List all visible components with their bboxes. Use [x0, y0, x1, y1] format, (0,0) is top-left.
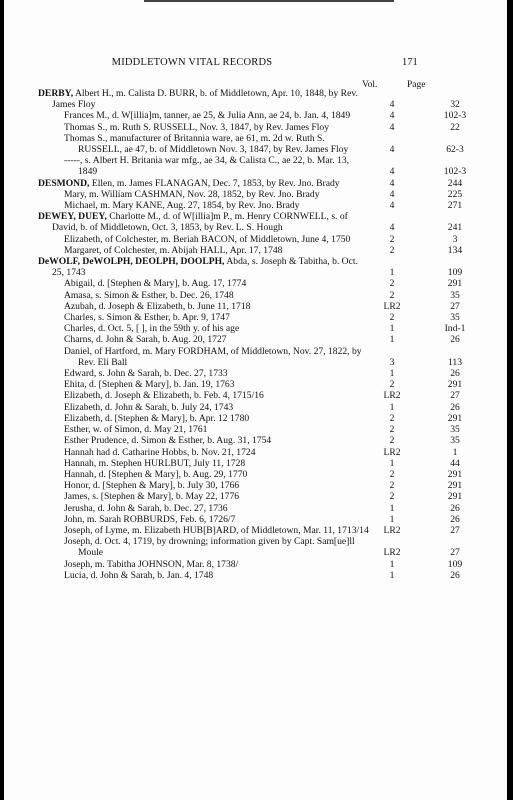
- record-entry: [38, 155, 478, 177]
- volume-cell: 2: [389, 233, 395, 245]
- record-entry: [38, 570, 478, 581]
- record-entry: [38, 424, 478, 435]
- page-cell: 225: [447, 188, 463, 200]
- volume-cell: LR2: [383, 547, 401, 559]
- page-cell: 26: [450, 569, 460, 581]
- page-cell: 102-3: [443, 166, 467, 178]
- page-cell: 35: [450, 435, 460, 447]
- entry-detail: Esther Prudence, d. Simon & Esther, b. Aug. 31, 1754: [64, 435, 272, 447]
- volume-cell: 2: [389, 379, 395, 391]
- record-list: [38, 88, 478, 581]
- volume-cell: 4: [389, 166, 395, 178]
- volume-cell: 4: [389, 110, 395, 122]
- entry-detail: Hannah had d. Catharine Hobbs, b. Nov. 21, 1724: [64, 446, 256, 458]
- surname-heading: DEWEY, DUEY,: [38, 211, 107, 223]
- entry-detail: Abigail, d. [Stephen & Mary], b. Aug. 17, 1774: [64, 278, 247, 290]
- vol-column-header: Vol.: [362, 80, 378, 90]
- record-entry: [38, 133, 478, 155]
- record-entry: [38, 503, 478, 514]
- entry-text: [64, 525, 370, 536]
- entry-text: [64, 424, 370, 435]
- entry-text: [64, 155, 370, 177]
- entry-text: [64, 559, 370, 570]
- page-cell: 1: [452, 446, 458, 458]
- page-cell: 244: [447, 177, 463, 189]
- volume-cell: LR2: [383, 524, 401, 536]
- record-entry: [38, 491, 478, 502]
- record-entry: [38, 413, 478, 424]
- record-entry: [38, 469, 478, 480]
- entry-detail: Lucia, d. John & Sarah, b. Jan. 4, 1748: [64, 569, 214, 581]
- record-entry: [38, 379, 478, 390]
- page-cell: 291: [447, 468, 463, 480]
- entry-detail: Daniel, of Hartford, m. Mary FORDHAM, of Middletown, Nov. 27, 1822, by Rev. Eli Ball: [64, 345, 362, 368]
- volume-cell: 1: [389, 323, 395, 335]
- scan-edge-line: [144, 0, 394, 2]
- surname-entry: [38, 256, 478, 278]
- entry-detail: Frances M., d. W[illia]m, tanner, ae 25, & Julia Ann, ae 24, b. Jan. 4, 1849: [64, 110, 351, 122]
- entry-detail: Esther, w. of Simon, d. May 21, 1761: [64, 424, 208, 436]
- surname-entry: [38, 178, 478, 189]
- entry-detail: Ellen, m. James FLANAGAN, Dec. 7, 1853, by Rev. Jno. Brady: [89, 177, 340, 189]
- entry-detail: Charns, d. John & Sarah, b. Aug. 20, 1727: [64, 334, 227, 346]
- volume-cell: 4: [389, 200, 395, 212]
- page-cell: 27: [450, 300, 460, 312]
- page-cell: 26: [450, 334, 460, 346]
- volume-cell: LR2: [383, 300, 401, 312]
- page-cell: 241: [447, 222, 463, 234]
- record-entry: [38, 189, 478, 200]
- record-entry: [38, 559, 478, 570]
- volume-cell: 4: [389, 188, 395, 200]
- entry-detail: Amasa, s. Simon & Esther, b. Dec. 26, 1748: [64, 289, 234, 301]
- entry-detail: Ehita, d. [Stephen & Mary], b. Jan. 19, 1763: [64, 379, 235, 391]
- page-title: MIDDLETOWN VITAL RECORDS: [111, 57, 273, 68]
- page-cell: 26: [450, 502, 460, 514]
- entry-text: [64, 413, 370, 424]
- record-entry: [38, 234, 478, 245]
- entry-text: [64, 245, 370, 256]
- volume-cell: 4: [389, 99, 395, 111]
- entry-detail: Michael, m. Mary KANE, Aug. 27, 1854, by Rev. Jno. Brady: [64, 200, 300, 212]
- entry-detail: Margaret, of Colchester, m. Abijah HALL, Apr. 17, 1748: [64, 244, 283, 256]
- entry-detail: Joseph, of Lyme, m. Elizabeth HUB[B]ARD, of Middletown, Mar. 11, 1713/14: [64, 524, 369, 536]
- record-entry: [38, 245, 478, 256]
- volume-cell: 2: [389, 435, 395, 447]
- entry-text: [64, 390, 370, 401]
- page-cell: 26: [450, 401, 460, 413]
- entry-detail: Jerusha, d. John & Sarah, b. Dec. 27, 1736: [64, 502, 228, 514]
- entry-detail: Hannah, m. Stephen HURLBUT, July 11, 1728: [64, 457, 246, 469]
- volume-cell: 1: [389, 558, 395, 570]
- record-entry: [38, 200, 478, 211]
- volume-cell: 4: [389, 144, 395, 156]
- surname-entry: [38, 211, 478, 233]
- volume-cell: LR2: [383, 446, 401, 458]
- page-cell: 26: [450, 513, 460, 525]
- page-cell: 44: [450, 457, 460, 469]
- entry-text: [64, 301, 370, 312]
- record-entry: [38, 301, 478, 312]
- volume-cell: 1: [389, 334, 395, 346]
- entry-detail: Thomas S., m. Ruth S. RUSSELL, Nov. 3, 1847, by Rev. James Floy: [64, 121, 329, 133]
- surname-entry: [38, 88, 478, 110]
- entry-text: [64, 346, 370, 368]
- entry-detail: Elizabeth, d. Joseph & Elizabeth, b. Feb. 4, 1715/16: [64, 390, 264, 402]
- entry-text: [64, 278, 370, 289]
- page-cell: 291: [447, 480, 463, 492]
- record-entry: [38, 514, 478, 525]
- entry-detail: Albert H., m. Calista D. BURR, b. of Middletown, Apr. 10, 1848, by Rev. James Floy: [52, 88, 358, 111]
- entry-detail: Edward, s. John & Sarah, b. Dec. 27, 1733: [64, 368, 228, 380]
- entry-text: [38, 178, 370, 189]
- volume-cell: 2: [389, 278, 395, 290]
- entry-text: [64, 491, 370, 502]
- record-entry: [38, 525, 478, 536]
- entry-detail: Charles, s. Simon & Esther, b. Apr. 9, 1747: [64, 312, 230, 324]
- document-page: [4, 0, 507, 800]
- record-entry: [38, 435, 478, 446]
- volume-cell: 2: [389, 491, 395, 503]
- entry-text: [38, 256, 370, 278]
- volume-cell: 2: [389, 244, 395, 256]
- volume-cell: 2: [389, 468, 395, 480]
- entry-text: [64, 480, 370, 491]
- entry-detail: Mary, m. William CASHMAN, Nov. 28, 1852, by Rev. Jno. Brady: [64, 188, 320, 200]
- entry-text: [64, 133, 370, 155]
- page-cell: 113: [447, 356, 463, 368]
- page-cell: 291: [447, 278, 463, 290]
- entry-detail: Abda, s. Joseph & Tabitha, b. Oct. 25, 1743: [52, 256, 358, 279]
- entry-text: [64, 200, 370, 211]
- page-cell: 134: [447, 244, 463, 256]
- page-cell: 291: [447, 379, 463, 391]
- surname-heading: DERBY,: [38, 88, 74, 99]
- volume-cell: LR2: [383, 390, 401, 402]
- volume-cell: 4: [389, 177, 395, 189]
- page-cell: 32: [450, 99, 460, 111]
- record-entry: [38, 402, 478, 413]
- volume-cell: 1: [389, 457, 395, 469]
- page-cell: 26: [450, 368, 460, 380]
- page-number: 171: [402, 57, 418, 68]
- volume-cell: 2: [389, 312, 395, 324]
- entry-text: [64, 334, 370, 345]
- entry-text: [64, 122, 370, 133]
- entry-detail: -----, s. Albert H. Britania war mfg., ae 34, & Calista C., ae 22, b. Mar. 13, 1849: [64, 155, 350, 178]
- entry-detail: Hannah, d. [Stephen & Mary], b. Aug. 29, 1770: [64, 468, 248, 480]
- volume-cell: 4: [389, 121, 395, 133]
- page-cell: 27: [450, 390, 460, 402]
- surname-heading: DeWOLF, DeWOLPH, DEOLPH, DOOLPH,: [38, 256, 225, 268]
- entry-detail: Elizabeth, d. John & Sarah, b. July 24, 1743: [64, 401, 234, 413]
- volume-cell: 1: [389, 569, 395, 581]
- page-cell: 291: [447, 491, 463, 503]
- page-cell: 109: [447, 558, 463, 570]
- entry-text: [64, 469, 370, 480]
- entry-text: [64, 402, 370, 413]
- entry-text: [64, 435, 370, 446]
- page-cell: 102-3: [443, 110, 467, 122]
- entry-text: [38, 88, 370, 110]
- entry-detail: Honor, d. [Stephen & Mary], b. July 30, 1766: [64, 480, 240, 492]
- page-cell: 291: [447, 412, 463, 424]
- volume-cell: 3: [389, 356, 395, 368]
- entry-detail: Joseph, m. Tabitha JOHNSON, Mar. 8, 1738/: [64, 558, 239, 570]
- page-cell: 27: [450, 547, 460, 559]
- entry-text: [64, 110, 370, 121]
- record-entry: [38, 458, 478, 469]
- page-cell: 109: [447, 267, 463, 279]
- volume-cell: 1: [389, 267, 395, 279]
- volume-cell: 1: [389, 401, 395, 413]
- entry-text: [64, 290, 370, 301]
- page-cell: 3: [452, 233, 458, 245]
- page-cell: 35: [450, 289, 460, 301]
- entry-text: [64, 536, 370, 558]
- page-cell: 35: [450, 424, 460, 436]
- volume-cell: 1: [389, 368, 395, 380]
- entry-text: [64, 458, 370, 469]
- entry-detail: Charles, d. Oct. 5, [ ], in the 59th y. of his age: [64, 323, 240, 335]
- entry-text: [64, 323, 370, 334]
- record-entry: [38, 536, 478, 558]
- entry-text: [64, 189, 370, 200]
- volume-cell: 1: [389, 513, 395, 525]
- page-cell: 22: [450, 121, 460, 133]
- record-entry: [38, 480, 478, 491]
- record-entry: [38, 334, 478, 345]
- volume-cell: 2: [389, 424, 395, 436]
- page-cell: 62-3: [446, 144, 464, 156]
- record-entry: [38, 323, 478, 334]
- record-entry: [38, 110, 478, 121]
- record-entry: [38, 290, 478, 301]
- page-cell: 27: [450, 524, 460, 536]
- entry-detail: Joseph, d. Oct. 4, 1719, by drowning; information given by Capt. Sam[ue]ll Moule: [64, 536, 355, 559]
- surname-heading: DESMOND,: [38, 177, 90, 189]
- record-entry: [38, 390, 478, 401]
- volume-cell: 1: [389, 502, 395, 514]
- entry-detail: James, s. [Stephen & Mary], b. May 22, 1776: [64, 491, 240, 503]
- record-entry: [38, 346, 478, 368]
- entry-text: [64, 514, 370, 525]
- entry-detail: Elizabeth, of Colchester, m. Beriah BACON, of Middletown, June 4, 1750: [64, 233, 351, 245]
- entry-text: [64, 570, 370, 581]
- entry-text: [64, 379, 370, 390]
- record-entry: [38, 447, 478, 458]
- entry-detail: Azubah, d. Joseph & Elizabeth, b. June 11, 1718: [64, 300, 251, 312]
- entry-detail: John, m. Sarah ROBBURDS, Feb. 6, 1726/7: [64, 513, 236, 525]
- record-entry: [38, 122, 478, 133]
- record-entry: [38, 368, 478, 379]
- record-entry: [38, 278, 478, 289]
- page-cell: 35: [450, 312, 460, 324]
- record-entry: [38, 312, 478, 323]
- volume-cell: 2: [389, 480, 395, 492]
- volume-cell: 2: [389, 412, 395, 424]
- entry-detail: Charlotte M., d. of W[illia]m P., m. Henry CORNWELL, s. of David, b. of Middletown, Oct. 3, 1853, by Rev. L. S. Hough: [52, 211, 348, 234]
- volume-cell: 4: [389, 222, 395, 234]
- entry-detail: Elizabeth, d. [Stephen & Mary], b. Apr. 12 1780: [64, 412, 250, 424]
- page-column-header: Page: [407, 80, 426, 90]
- entry-text: [64, 312, 370, 323]
- entry-text: [38, 211, 370, 233]
- page-cell: 271: [447, 200, 463, 212]
- entry-text: [64, 234, 370, 245]
- entry-text: [64, 447, 370, 458]
- entry-detail: Thomas S., manufacturer of Britannia ware, ae 61, m. 2d w. Ruth S. RUSSELL, ae 47, b. of Middletown Nov. 3, 1847, by Rev. James Floy: [64, 132, 349, 156]
- entry-text: [64, 503, 370, 514]
- volume-cell: 2: [389, 289, 395, 301]
- page-cell: Ind-1: [444, 323, 466, 335]
- entry-text: [64, 368, 370, 379]
